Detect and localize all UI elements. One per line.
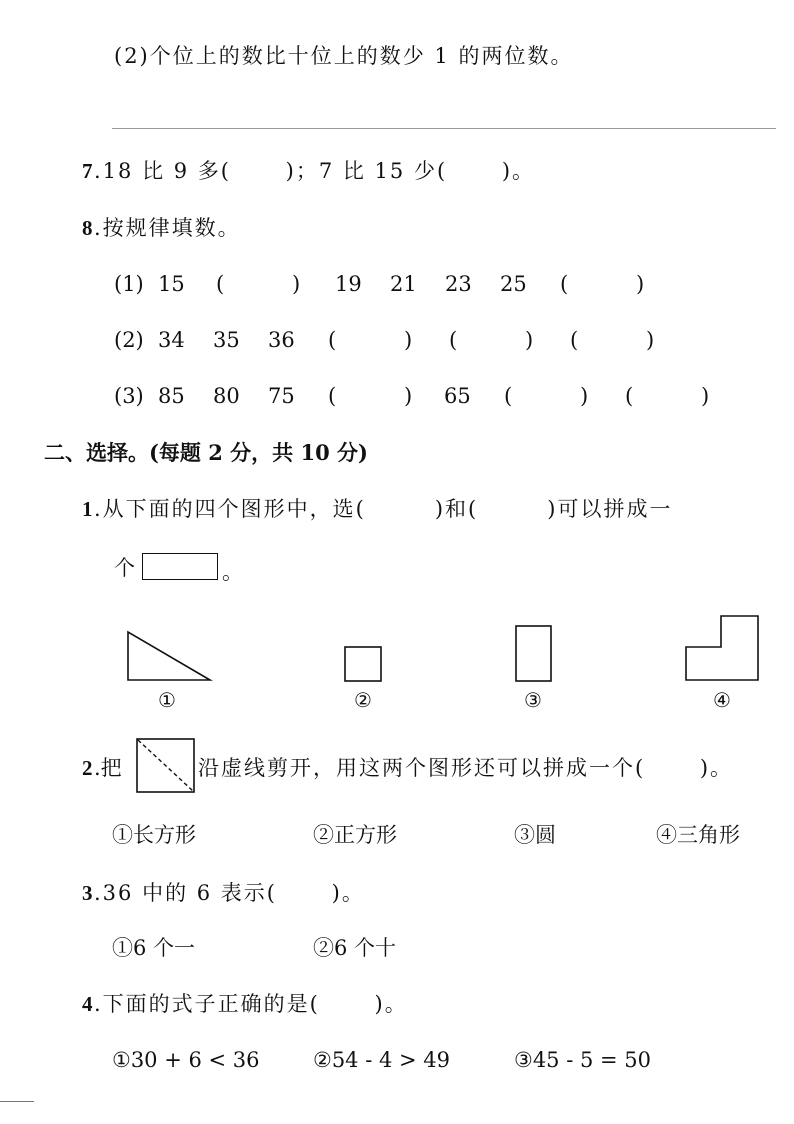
q7-number: 7 <box>82 159 93 183</box>
tall-rectangle-shape <box>515 625 553 682</box>
p2-q4-text: .下面的式子正确的是( )。 <box>94 992 408 1016</box>
small-square-shape <box>344 646 382 682</box>
answer-paren-close: ) <box>636 272 645 296</box>
p2-q2-post: 沿虚线剪开，用这两个图形还可以拼成一个( )。 <box>198 756 734 780</box>
answer-paren-close: ) <box>292 272 301 296</box>
option-2[interactable]: ②54 - 4 > 49 <box>313 1048 451 1072</box>
rectangle-shape-icon <box>142 553 218 580</box>
answer-paren-close: ) <box>404 328 413 352</box>
answer-paren-open[interactable]: ( <box>449 328 458 352</box>
answer-paren-open[interactable]: ( <box>328 328 337 352</box>
answer-paren-open[interactable]: ( <box>625 384 634 408</box>
p2-q4-number: 4 <box>82 992 93 1016</box>
shape-label-3: ③ <box>524 688 542 712</box>
answer-paren-close: ) <box>646 328 655 352</box>
q6-sub2-text: (2)个位上的数比十位上的数少 1 的两位数。 <box>114 44 574 68</box>
option-3[interactable]: ③45 - 5 = 50 <box>514 1048 652 1072</box>
shape-label-1: ① <box>158 688 176 712</box>
p2-q3-text: .36 中的 6 表示( )。 <box>94 881 365 905</box>
option-1[interactable]: ①30 + 6 < 36 <box>112 1048 260 1072</box>
answer-paren-close: ) <box>404 384 413 408</box>
row-label: (1) <box>114 272 144 296</box>
cell: 80 <box>213 384 240 408</box>
option-1[interactable]: ①长方形 <box>112 823 196 847</box>
shape-label-2: ② <box>354 688 372 712</box>
cell: 65 <box>444 384 471 408</box>
section-heading: 二、选择。(每题 2 分，共 10 分) <box>44 440 368 465</box>
cell: 36 <box>268 328 295 352</box>
option-1[interactable]: ①6 个一 <box>112 936 196 960</box>
answer-paren-close: ) <box>525 328 534 352</box>
answer-paren-close: ) <box>580 384 589 408</box>
row-label: (2) <box>114 328 144 352</box>
square-with-dashed-diagonal-icon <box>136 738 196 794</box>
answer-line <box>112 128 776 129</box>
q8-number: 8 <box>82 216 93 240</box>
p2-q1-line1: .从下面的四个图形中，选( )和( )可以拼成一 <box>94 497 673 521</box>
q7-text: .18 比 9 多( )；7 比 15 少( )。 <box>94 159 536 183</box>
cell: 15 <box>158 272 185 296</box>
cell: 34 <box>158 328 185 352</box>
cell: 35 <box>213 328 240 352</box>
cell: 23 <box>445 272 472 296</box>
p2-q2-number: 2 <box>82 756 93 780</box>
cell: 19 <box>335 272 362 296</box>
shape-label-4: ④ <box>713 688 731 712</box>
answer-paren-open[interactable]: ( <box>328 384 337 408</box>
option-3[interactable]: ③圆 <box>514 823 556 847</box>
answer-paren-open[interactable]: ( <box>216 272 225 296</box>
p2-q3-number: 3 <box>82 881 93 905</box>
answer-paren-close: ) <box>701 384 710 408</box>
p2-q2-pre: .把 <box>94 756 122 780</box>
cell: 21 <box>390 272 417 296</box>
answer-paren-open[interactable]: ( <box>560 272 569 296</box>
cell: 75 <box>268 384 295 408</box>
page-footer-mark <box>0 1101 34 1102</box>
option-2[interactable]: ②6 个十 <box>313 936 397 960</box>
p2-q1-line2-post: 。 <box>222 560 243 584</box>
answer-paren-open[interactable]: ( <box>570 328 579 352</box>
q8-title: .按规律填数。 <box>94 216 241 240</box>
option-4[interactable]: ④三角形 <box>656 823 740 847</box>
answer-paren-open[interactable]: ( <box>504 384 513 408</box>
p2-q1-number: 1 <box>82 497 93 521</box>
right-triangle-shape <box>126 630 212 682</box>
l-shape <box>684 614 760 682</box>
cell: 25 <box>500 272 527 296</box>
p2-q1-line2-pre: 个 <box>114 556 135 580</box>
option-2[interactable]: ②正方形 <box>313 823 397 847</box>
row-label: (3) <box>114 384 144 408</box>
cell: 85 <box>158 384 185 408</box>
